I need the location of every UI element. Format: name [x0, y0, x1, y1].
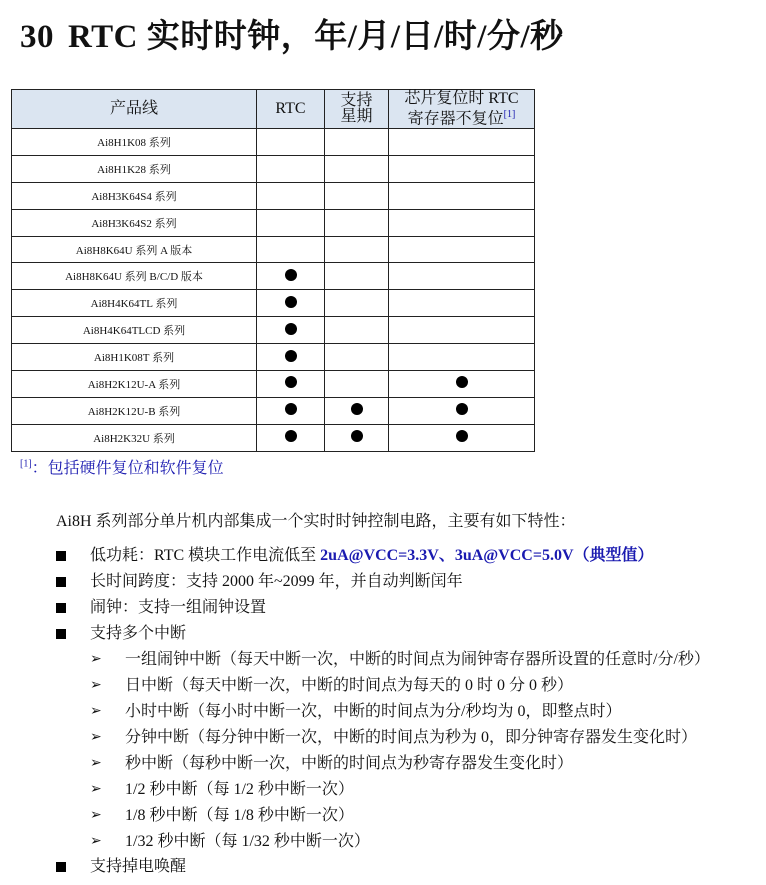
product-name-cell: Ai8H8K64U 系列 A 版本: [12, 236, 257, 263]
rtc-cell: [257, 236, 325, 263]
wakeup-text: 支持掉电唤醒: [90, 858, 187, 875]
arrow-bullet-icon: ➢: [90, 834, 102, 849]
rtc-cell: [257, 344, 325, 371]
interrupt-item-text: 1/8 秒中断（每 1/8 秒中断一次）: [125, 807, 354, 824]
week-cell: [325, 155, 389, 182]
arrow-bullet-icon: ➢: [90, 730, 102, 745]
interrupt-item-text: 1/2 秒中断（每 1/2 秒中断一次）: [125, 781, 354, 798]
product-name-cell: Ai8H1K08 系列: [12, 129, 257, 156]
week-cell: [325, 317, 389, 344]
footnote-mark: [1]: [20, 458, 32, 470]
interrupt-item-text: 日中断（每天中断一次，中断的时间点为每天的 0 时 0 分 0 秒）: [125, 677, 574, 694]
week-cell: [325, 397, 389, 424]
square-bullet-icon: [56, 862, 66, 872]
section-number: 30: [20, 19, 54, 55]
supported-dot-icon: [456, 430, 468, 442]
rtc-cell: [257, 290, 325, 317]
table-row: [12, 397, 535, 424]
low-power-prefix: 低功耗：RTC 模块工作电流低至: [90, 547, 321, 564]
rtc-cell: [257, 371, 325, 398]
arrow-bullet-icon: ➢: [90, 782, 102, 797]
interrupt-item-text: 一组闹钟中断（每天中断一次，中断的时间点为闹钟寄存器所设置的任意时/分/秒）: [125, 651, 710, 668]
product-name-cell: Ai8H4K64TL 系列: [12, 290, 257, 317]
header-product: 产品线: [12, 90, 257, 129]
header-reset: 芯片复位时 RTC 寄存器不复位[1]: [389, 90, 535, 129]
week-cell: [325, 371, 389, 398]
supported-dot-icon: [285, 296, 297, 308]
product-name-cell: Ai8H2K32U 系列: [12, 424, 257, 451]
rtc-cell: [257, 155, 325, 182]
interrupt-item-text: 秒中断（每秒中断一次，中断的时间点为秒寄存器发生变化时）: [125, 755, 574, 772]
interrupt-item-text: 分钟中断（每分钟中断一次，中断的时间点为秒为 0，即分钟寄存器发生变化时）: [125, 729, 698, 746]
table-row: [12, 155, 535, 182]
supported-dot-icon: [285, 323, 297, 335]
section-title: RTC 实时时钟，年/月/日/时/分/秒: [68, 19, 564, 55]
reset-cell: [389, 129, 535, 156]
product-name-cell: Ai8H1K28 系列: [12, 155, 257, 182]
square-bullet-icon: [56, 629, 66, 639]
low-power-value: 2uA@VCC=3.3V、3uA@VCC=5.0V（典型值）: [320, 547, 654, 564]
supported-dot-icon: [456, 376, 468, 388]
footnote-text: ：包括硬件复位和软件复位: [31, 460, 224, 477]
table-row: [12, 129, 535, 156]
reset-cell: [389, 317, 535, 344]
week-cell: [325, 424, 389, 451]
table-row: [12, 317, 535, 344]
long-span-text: 长时间跨度：支持 2000 年~2099 年，并自动判断闰年: [90, 573, 463, 590]
product-name-cell: Ai8H2K12U-B 系列: [12, 397, 257, 424]
reset-cell: [389, 344, 535, 371]
supported-dot-icon: [285, 350, 297, 362]
reset-cell: [389, 155, 535, 182]
footnote-ref: [1]: [503, 108, 516, 120]
reset-cell: [389, 397, 535, 424]
week-cell: [325, 182, 389, 209]
rtc-cell: [257, 209, 325, 236]
table-row: [12, 344, 535, 371]
product-name-cell: Ai8H2K12U-A 系列: [12, 371, 257, 398]
square-bullet-icon: [56, 551, 66, 561]
rtc-cell: [257, 397, 325, 424]
alarm-text: 闹钟：支持一组闹钟设置: [90, 599, 267, 616]
reset-cell: [389, 371, 535, 398]
table-row: [12, 182, 535, 209]
reset-cell: [389, 182, 535, 209]
supported-dot-icon: [351, 430, 363, 442]
supported-dot-icon: [285, 430, 297, 442]
table-row: [12, 371, 535, 398]
product-name-cell: Ai8H4K64TLCD 系列: [12, 317, 257, 344]
interrupt-item-text: 小时中断（每小时中断一次，中断的时间点为分/秒均为 0，即整点时）: [125, 703, 622, 720]
reset-cell: [389, 236, 535, 263]
week-cell: [325, 290, 389, 317]
arrow-bullet-icon: ➢: [90, 652, 102, 667]
arrow-bullet-icon: ➢: [90, 756, 102, 771]
table-row: [12, 290, 535, 317]
table-row: [12, 236, 535, 263]
supported-dot-icon: [285, 376, 297, 388]
page-title: [20, 10, 564, 57]
supported-dot-icon: [456, 403, 468, 415]
reset-cell: [389, 263, 535, 290]
reset-cell: [389, 209, 535, 236]
arrow-bullet-icon: ➢: [90, 808, 102, 823]
header-week: 支持 星期: [325, 90, 389, 129]
intro-paragraph: Ai8H 系列部分单片机内部集成一个实时时钟控制电路，主要有如下特性：: [56, 513, 576, 530]
rtc-cell: [257, 424, 325, 451]
supported-dot-icon: [285, 403, 297, 415]
week-cell: [325, 236, 389, 263]
product-name-cell: Ai8H1K08T 系列: [12, 344, 257, 371]
table-header-row: [12, 90, 535, 129]
arrow-bullet-icon: ➢: [90, 704, 102, 719]
header-rtc: RTC: [257, 90, 325, 129]
rtc-cell: [257, 317, 325, 344]
interrupts-text: 支持多个中断: [90, 625, 187, 642]
week-cell: [325, 344, 389, 371]
supported-dot-icon: [351, 403, 363, 415]
rtc-cell: [257, 129, 325, 156]
footnote: [20, 455, 224, 478]
rtc-feature-table: [11, 89, 535, 452]
product-name-cell: Ai8H3K64S4 系列: [12, 182, 257, 209]
reset-cell: [389, 290, 535, 317]
rtc-cell: [257, 182, 325, 209]
week-cell: [325, 129, 389, 156]
interrupt-item-text: 1/32 秒中断（每 1/32 秒中断一次）: [125, 833, 370, 850]
supported-dot-icon: [285, 269, 297, 281]
arrow-bullet-icon: ➢: [90, 678, 102, 693]
product-name-cell: Ai8H8K64U 系列 B/C/D 版本: [12, 263, 257, 290]
reset-cell: [389, 424, 535, 451]
rtc-cell: [257, 263, 325, 290]
square-bullet-icon: [56, 603, 66, 613]
table-row: [12, 424, 535, 451]
week-cell: [325, 209, 389, 236]
table-row: [12, 209, 535, 236]
week-cell: [325, 263, 389, 290]
square-bullet-icon: [56, 577, 66, 587]
product-name-cell: Ai8H3K64S2 系列: [12, 209, 257, 236]
table-row: [12, 263, 535, 290]
